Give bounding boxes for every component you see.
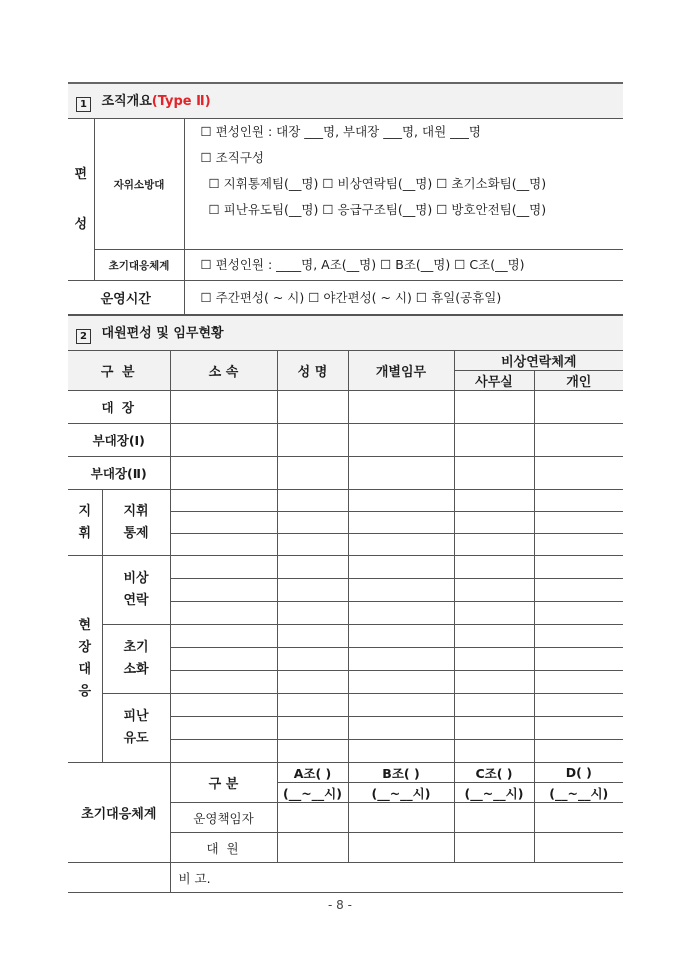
- header-task: 개별임무: [348, 351, 454, 391]
- ops-time-label: 운영시간: [68, 281, 184, 315]
- row-emergency-text-2: 연락: [123, 593, 149, 608]
- group-command-char-1: 지: [78, 503, 92, 519]
- section-2-title: 대원편성 및 임무현황: [101, 326, 224, 341]
- row-manager: 운영책임자: [170, 803, 277, 833]
- org-group-label-2: 성: [74, 216, 88, 232]
- row-command-text-1: 지휘: [123, 503, 149, 519]
- header-name: 성 명: [277, 351, 348, 391]
- row-initial-fire: [102, 625, 170, 694]
- group-command-char-2: 휘: [78, 525, 92, 541]
- ops-time-content: [184, 281, 623, 315]
- initial-response-line: [184, 250, 623, 281]
- header-emergency-contact: 비상연락체계: [454, 351, 623, 371]
- group-command: [68, 490, 102, 556]
- row-evac-text-1: 피난: [123, 709, 149, 724]
- shift-d-time: (__~__시): [534, 783, 623, 803]
- row-vice-leader-2: 부대장(Ⅱ): [68, 457, 170, 490]
- self-fire-unit-label: 자위소방대: [94, 119, 184, 250]
- group-site-char-1: 현: [78, 618, 92, 633]
- org-group-label: [68, 119, 94, 281]
- shift-b-time: (__~__시): [348, 783, 454, 803]
- org-group-label-1: 편: [74, 166, 88, 182]
- remarks-text: 비 고.: [178, 870, 211, 886]
- section-1-header: [68, 83, 623, 119]
- form-page: [68, 82, 623, 893]
- shift-c: C조( ): [454, 763, 534, 783]
- row-member: 대 원: [170, 833, 277, 863]
- header-division: 구 분: [68, 351, 170, 391]
- group-site-response: [68, 556, 102, 763]
- self-fire-unit-content: [184, 119, 623, 250]
- remarks: [170, 863, 623, 893]
- header-personal: 개인: [534, 371, 623, 391]
- org-overview-table: [68, 82, 623, 315]
- group-site-char-3: 대: [78, 662, 92, 677]
- staff-line: ☐ 편성인원 : 대장 ___명, 부대장 ___명, 대원 ___명: [200, 124, 481, 139]
- initial-header-division: 구 분: [170, 763, 277, 803]
- row-evacuation: [102, 694, 170, 763]
- type-label: (Type Ⅱ): [151, 94, 211, 109]
- ops-time-text: ☐ 주간편성( ~ 시) ☐ 야간편성( ~ 시) ☐ 휴일(공휴일): [200, 289, 502, 305]
- shift-b: B조( ): [348, 763, 454, 783]
- row-emergency-text-1: 비상: [123, 571, 149, 586]
- row-fire-text-1: 초기: [123, 640, 149, 655]
- teams-line-2: ☐ 피난유도팀(__명) ☐ 응급구조팀(__명) ☐ 방호안전팀(__명): [208, 202, 547, 217]
- initial-response-system-label: 초기대응체계: [68, 763, 170, 863]
- group-site-char-4: 응: [78, 684, 92, 699]
- shift-a: A조( ): [277, 763, 348, 783]
- row-vice-leader-1: 부대장(Ⅰ): [68, 424, 170, 457]
- page-number: - 8 -: [328, 898, 352, 912]
- initial-response-label: 초기대응체계: [94, 250, 184, 281]
- composition-line: ☐ 조직구성: [200, 150, 264, 165]
- duty-table: [68, 315, 623, 893]
- row-evac-text-2: 유도: [123, 731, 149, 746]
- header-affiliation: 소 속: [170, 351, 277, 391]
- group-site-char-2: 장: [78, 640, 92, 655]
- section-2-header: [68, 316, 623, 351]
- row-command-text-2: 통제: [123, 525, 149, 541]
- section-number-box: 1: [76, 97, 91, 112]
- row-leader: 대 장: [68, 391, 170, 424]
- teams-line-1: ☐ 지휘통제팀(__명) ☐ 비상연락팀(__명) ☐ 초기소화팀(__명): [208, 176, 547, 191]
- row-emergency-contact: [102, 556, 170, 625]
- shift-d: D( ): [534, 763, 623, 783]
- row-command-control: [102, 490, 170, 556]
- shift-c-time: (__~__시): [454, 783, 534, 803]
- row-fire-text-2: 소화: [123, 662, 149, 677]
- shift-a-time: (__~__시): [277, 783, 348, 803]
- section-1-title: 조직개요: [101, 94, 152, 109]
- section-number-box-2: 2: [76, 329, 91, 344]
- initial-response-text: ☐ 편성인원 : ____명, A조(__명) ☐ B조(__명) ☐ C조(__명): [200, 257, 525, 272]
- header-office: 사무실: [454, 371, 534, 391]
